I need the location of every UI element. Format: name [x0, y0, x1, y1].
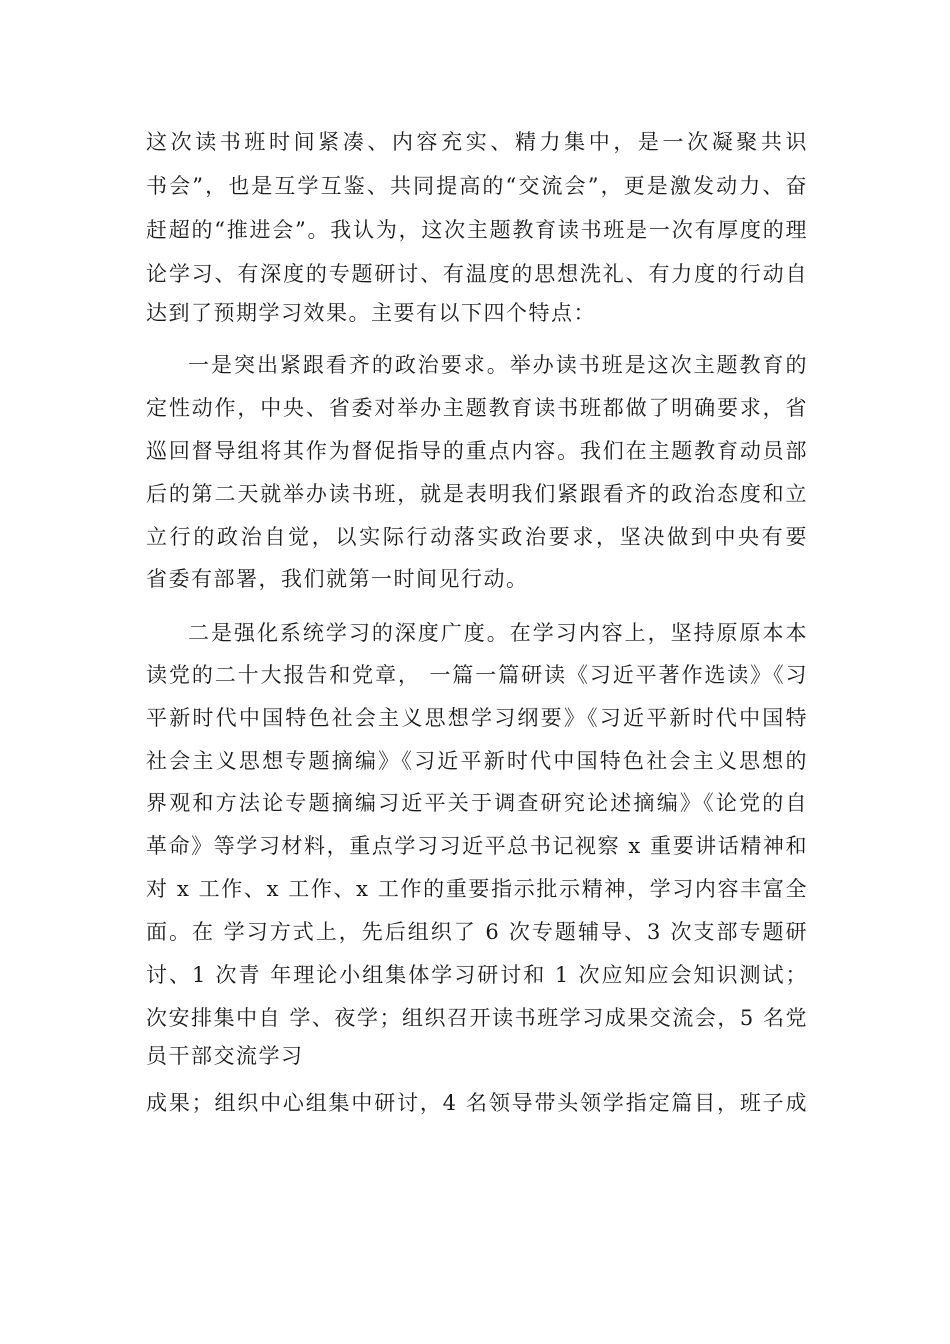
paragraph-line: 论学习、有深度的专题研讨、有温度的思想洗礼、有力度的行动自 [146, 262, 808, 286]
paragraph-line: 巡回督导组将其作为督促指导的重点内容。我们在主题教育动员部 [146, 439, 808, 463]
paragraph-line: 书会”，也是互学互鉴、共同提高的“交流会”，更是激发动力、奋 [146, 174, 808, 198]
paragraph-line: 平新时代中国特色社会主义思想学习纲要》《习近平新时代中国特 [146, 706, 808, 730]
paragraph-line: 革命》等学习材料，重点学习习近平总书记视察 x 重要讲话精神和 [146, 834, 808, 858]
paragraph-line: 立行的政治自觉，以实际行动落实政治要求，坚决做到中央有要 [146, 525, 808, 549]
paragraph-line: 员干部交流学习 [146, 1044, 304, 1068]
paragraph-line: 后的第二天就举办读书班，就是表明我们紧跟看齐的政治态度和立 [146, 482, 808, 506]
paragraph-line: 达到了预期学习效果。主要有以下四个特点： [146, 301, 596, 325]
paragraph-line: 成果；组织中心组集中研讨，4 名领导带头领学指定篇目，班子成 [146, 1091, 808, 1115]
paragraph-line: 面。在 学习方式上，先后组织了 6 次专题辅导、3 次支部专题研 [146, 920, 808, 944]
paragraph-line: 省委有部署，我们就第一时间见行动。 [146, 567, 529, 591]
paragraph-line: 界观和方法论专题摘编习近平关于调查研究论述摘编》《论党的自 [146, 791, 808, 815]
paragraph-line: 二是强化系统学习的深度广度。在学习内容上，坚持原原本本 [188, 621, 808, 645]
paragraph-line: 讨、1 次青 年理论小组集体学习研讨和 1 次应知应会知识测试； [146, 963, 808, 987]
paragraph-line: 对 x 工作、x 工作、x 工作的重要指示批示精神，学习内容丰富全 [146, 877, 808, 901]
paragraph-line: 这次读书班时间紧凑、内容充实、精力集中，是一次凝聚共识 [146, 130, 808, 154]
paragraph-line: 定性动作，中央、省委对举办主题教育读书班都做了明确要求，省 [146, 396, 808, 420]
paragraph-line: 读党的二十大报告和党章， 一篇一篇研读《习近平著作选读》《习 [146, 663, 808, 687]
paragraph-line: 一是突出紧跟看齐的政治要求。举办读书班是这次主题教育的 [188, 353, 808, 377]
paragraph-line: 次安排集中自 学、夜学；组织召开读书班学习成果交流会，5 名党 [146, 1006, 808, 1030]
paragraph-line: 赶超的“推进会”。我认为，这次主题教育读书班是一次有厚度的理 [146, 218, 808, 242]
paragraph-line: 社会主义思想专题摘编》《习近平新时代中国特色社会主义思想的 [146, 749, 808, 773]
